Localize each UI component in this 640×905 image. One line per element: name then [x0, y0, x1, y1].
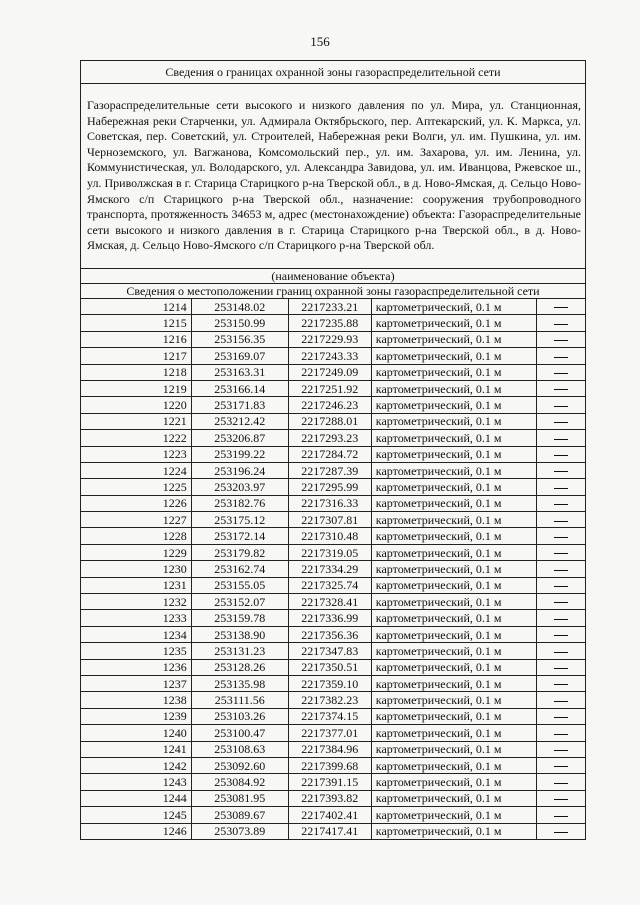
table-row	[81, 380, 586, 396]
method-cell: картометрический, 0.1 м	[371, 807, 536, 823]
table-row	[81, 725, 586, 741]
method-cell: картометрический, 0.1 м	[371, 413, 536, 429]
point-number-cell: 1236	[81, 659, 192, 675]
dash-mark	[554, 553, 568, 554]
x-coordinate-cell: 253171.83	[191, 397, 288, 413]
x-coordinate-cell: 253196.24	[191, 462, 288, 478]
object-description: Газораспределительные сети высокого и низкого давления по ул. Мира, ул. Станционная, Набережная реки Старченки, ул. Адмирала Октябрьского, пер. Аптекарский, ул. К. Маркса, ул. Советская, пер. Советский, ул. Строителей, Набережная реки Волги, ул. им. Пушкина, ул. им. Черноземского, ул. Вагжанова, Комсомольский пер., ул. им. Захарова, ул. им. Ленина, ул. Коммунистическая, ул. Володарского, ул. Александра Завидова, ул. им. Иванцова, Ржевское ш., ул. Приволжская в г. Старица Старицкого р-на Тверской обл., в д. Ново-Ямская, д. Сельцо Ново-Ямского с/п Старицкого р-на Тверской обл., назначение: сооружения трубопроводного транспорта, протяженность 34653 м, адрес (местонахождение) объекта: Газораспределительные сети высокого и низкого давления в г. Старица Старицкого р-на Тверской обл., в д. Ново-Ямская, д. Сельцо Ново-Ямского с/п Старицкого р-на Тверской обл.	[81, 84, 586, 269]
y-coordinate-cell: 2217399.68	[288, 757, 371, 773]
y-coordinate-cell: 2217319.05	[288, 544, 371, 560]
method-cell: картометрический, 0.1 м	[371, 528, 536, 544]
method-cell: картометрический, 0.1 м	[371, 692, 536, 708]
x-coordinate-cell: 253138.90	[191, 626, 288, 642]
method-cell: картометрический, 0.1 м	[371, 544, 536, 560]
method-cell: картометрический, 0.1 м	[371, 577, 536, 593]
x-coordinate-cell: 253100.47	[191, 725, 288, 741]
table-row	[81, 446, 586, 462]
table-row	[81, 528, 586, 544]
note-cell	[536, 692, 585, 708]
dash-mark	[554, 684, 568, 685]
x-coordinate-cell: 253111.56	[191, 692, 288, 708]
x-coordinate-cell: 253148.02	[191, 299, 288, 315]
point-number-cell: 1219	[81, 380, 192, 396]
y-coordinate-cell: 2217356.36	[288, 626, 371, 642]
table-row	[81, 397, 586, 413]
y-coordinate-cell: 2217325.74	[288, 577, 371, 593]
x-coordinate-cell: 253206.87	[191, 430, 288, 446]
x-coordinate-cell: 253175.12	[191, 512, 288, 528]
dash-mark	[554, 504, 568, 505]
note-cell	[536, 577, 585, 593]
y-coordinate-cell: 2217316.33	[288, 495, 371, 511]
point-number-cell: 1220	[81, 397, 192, 413]
note-cell	[536, 675, 585, 691]
x-coordinate-cell: 253203.97	[191, 479, 288, 495]
point-number-cell: 1246	[81, 823, 192, 839]
y-coordinate-cell: 2217246.23	[288, 397, 371, 413]
y-coordinate-cell: 2217334.29	[288, 561, 371, 577]
method-cell: картометрический, 0.1 м	[371, 610, 536, 626]
dash-mark	[554, 357, 568, 358]
point-number-cell: 1226	[81, 495, 192, 511]
page-number: 156	[310, 34, 330, 49]
x-coordinate-cell: 253162.74	[191, 561, 288, 577]
note-cell	[536, 512, 585, 528]
method-cell: картометрический, 0.1 м	[371, 331, 536, 347]
point-number-cell: 1228	[81, 528, 192, 544]
point-number-cell: 1229	[81, 544, 192, 560]
dash-mark	[554, 439, 568, 440]
table-row	[81, 561, 586, 577]
note-cell	[536, 380, 585, 396]
x-coordinate-cell: 253108.63	[191, 741, 288, 757]
point-number-cell: 1215	[81, 315, 192, 331]
method-cell: картометрический, 0.1 м	[371, 774, 536, 790]
note-cell	[536, 495, 585, 511]
note-cell	[536, 561, 585, 577]
point-number-cell: 1222	[81, 430, 192, 446]
point-number-cell: 1242	[81, 757, 192, 773]
dash-mark	[554, 783, 568, 784]
dash-mark	[554, 635, 568, 636]
method-cell: картометрический, 0.1 м	[371, 299, 536, 315]
note-cell	[536, 528, 585, 544]
y-coordinate-cell: 2217382.23	[288, 692, 371, 708]
method-cell: картометрический, 0.1 м	[371, 380, 536, 396]
x-coordinate-cell: 253131.23	[191, 643, 288, 659]
note-cell	[536, 348, 585, 364]
x-coordinate-cell: 253073.89	[191, 823, 288, 839]
y-coordinate-cell: 2217307.81	[288, 512, 371, 528]
table-row	[81, 315, 586, 331]
y-coordinate-cell: 2217328.41	[288, 594, 371, 610]
point-number-cell: 1239	[81, 708, 192, 724]
table-row	[81, 364, 586, 380]
method-cell: картометрический, 0.1 м	[371, 708, 536, 724]
dash-mark	[554, 766, 568, 767]
table-row	[81, 331, 586, 347]
x-coordinate-cell: 253128.26	[191, 659, 288, 675]
table-row	[81, 299, 586, 315]
point-number-cell: 1233	[81, 610, 192, 626]
x-coordinate-cell: 253092.60	[191, 757, 288, 773]
method-cell: картометрический, 0.1 м	[371, 430, 536, 446]
dash-mark	[554, 488, 568, 489]
point-number-cell: 1241	[81, 741, 192, 757]
y-coordinate-cell: 2217377.01	[288, 725, 371, 741]
point-number-cell: 1230	[81, 561, 192, 577]
y-coordinate-cell: 2217393.82	[288, 790, 371, 806]
note-cell	[536, 397, 585, 413]
point-number-cell: 1235	[81, 643, 192, 659]
method-cell: картометрический, 0.1 м	[371, 626, 536, 642]
x-coordinate-cell: 253081.95	[191, 790, 288, 806]
note-cell	[536, 659, 585, 675]
note-cell	[536, 315, 585, 331]
method-cell: картометрический, 0.1 м	[371, 594, 536, 610]
note-cell	[536, 790, 585, 806]
table-row	[81, 495, 586, 511]
y-coordinate-cell: 2217251.92	[288, 380, 371, 396]
table-row	[81, 659, 586, 675]
y-coordinate-cell: 2217293.23	[288, 430, 371, 446]
point-number-cell: 1240	[81, 725, 192, 741]
table-row	[81, 708, 586, 724]
method-cell: картометрический, 0.1 м	[371, 397, 536, 413]
table-row	[81, 479, 586, 495]
location-section-title: Сведения о местоположении границ охранной зоны газораспределительной сети	[81, 284, 586, 299]
point-number-cell: 1221	[81, 413, 192, 429]
method-cell: картометрический, 0.1 м	[371, 512, 536, 528]
x-coordinate-cell: 253179.82	[191, 544, 288, 560]
dash-mark	[554, 668, 568, 669]
method-cell: картометрический, 0.1 м	[371, 757, 536, 773]
point-number-cell: 1223	[81, 446, 192, 462]
note-cell	[536, 479, 585, 495]
y-coordinate-cell: 2217347.83	[288, 643, 371, 659]
dash-mark	[554, 471, 568, 472]
dash-mark	[554, 521, 568, 522]
point-number-cell: 1218	[81, 364, 192, 380]
dash-mark	[554, 799, 568, 800]
table-row	[81, 594, 586, 610]
method-cell: картометрический, 0.1 м	[371, 643, 536, 659]
method-cell: картометрический, 0.1 м	[371, 675, 536, 691]
note-cell	[536, 708, 585, 724]
x-coordinate-cell: 253163.31	[191, 364, 288, 380]
point-number-cell: 1231	[81, 577, 192, 593]
table-row	[81, 610, 586, 626]
dash-mark	[554, 422, 568, 423]
table-row	[81, 675, 586, 691]
y-coordinate-cell: 2217391.15	[288, 774, 371, 790]
table-row	[81, 462, 586, 478]
note-cell	[536, 462, 585, 478]
x-coordinate-cell: 253155.05	[191, 577, 288, 593]
x-coordinate-cell: 253084.92	[191, 774, 288, 790]
note-cell	[536, 544, 585, 560]
y-coordinate-cell: 2217384.96	[288, 741, 371, 757]
point-number-cell: 1244	[81, 790, 192, 806]
y-coordinate-cell: 2217374.15	[288, 708, 371, 724]
x-coordinate-cell: 253199.22	[191, 446, 288, 462]
y-coordinate-cell: 2217229.93	[288, 331, 371, 347]
x-coordinate-cell: 253103.26	[191, 708, 288, 724]
table-row	[81, 413, 586, 429]
dash-mark	[554, 602, 568, 603]
y-coordinate-cell: 2217249.09	[288, 364, 371, 380]
y-coordinate-cell: 2217310.48	[288, 528, 371, 544]
table-row	[81, 741, 586, 757]
x-coordinate-cell: 253172.14	[191, 528, 288, 544]
y-coordinate-cell: 2217359.10	[288, 675, 371, 691]
note-cell	[536, 364, 585, 380]
dash-mark	[554, 340, 568, 341]
note-cell	[536, 610, 585, 626]
y-coordinate-cell: 2217295.99	[288, 479, 371, 495]
dash-mark	[554, 373, 568, 374]
table-row	[81, 790, 586, 806]
y-coordinate-cell: 2217233.21	[288, 299, 371, 315]
y-coordinate-cell: 2217284.72	[288, 446, 371, 462]
method-cell: картометрический, 0.1 м	[371, 315, 536, 331]
x-coordinate-cell: 253212.42	[191, 413, 288, 429]
x-coordinate-cell: 253159.78	[191, 610, 288, 626]
table-row	[81, 348, 586, 364]
y-coordinate-cell: 2217235.88	[288, 315, 371, 331]
point-number-cell: 1216	[81, 331, 192, 347]
y-coordinate-cell: 2217243.33	[288, 348, 371, 364]
x-coordinate-cell: 253152.07	[191, 594, 288, 610]
dash-mark	[554, 652, 568, 653]
x-coordinate-cell: 253150.99	[191, 315, 288, 331]
table-row	[81, 430, 586, 446]
dash-mark	[554, 750, 568, 751]
note-cell	[536, 331, 585, 347]
point-number-cell: 1225	[81, 479, 192, 495]
y-coordinate-cell: 2217336.99	[288, 610, 371, 626]
method-cell: картометрический, 0.1 м	[371, 741, 536, 757]
note-cell	[536, 823, 585, 839]
object-name-caption: (наименование объекта)	[81, 269, 586, 284]
note-cell	[536, 725, 585, 741]
dash-mark	[554, 586, 568, 587]
point-number-cell: 1237	[81, 675, 192, 691]
dash-mark	[554, 389, 568, 390]
method-cell: картометрический, 0.1 м	[371, 561, 536, 577]
note-cell	[536, 741, 585, 757]
x-coordinate-cell: 253135.98	[191, 675, 288, 691]
y-coordinate-cell: 2217287.39	[288, 462, 371, 478]
note-cell	[536, 774, 585, 790]
x-coordinate-cell: 253089.67	[191, 807, 288, 823]
note-cell	[536, 594, 585, 610]
method-cell: картометрический, 0.1 м	[371, 462, 536, 478]
x-coordinate-cell: 253156.35	[191, 331, 288, 347]
table-row	[81, 774, 586, 790]
point-number-cell: 1243	[81, 774, 192, 790]
method-cell: картометрический, 0.1 м	[371, 495, 536, 511]
method-cell: картометрический, 0.1 м	[371, 725, 536, 741]
y-coordinate-cell: 2217350.51	[288, 659, 371, 675]
table-row	[81, 643, 586, 659]
point-number-cell: 1238	[81, 692, 192, 708]
x-coordinate-cell: 253169.07	[191, 348, 288, 364]
table-row	[81, 544, 586, 560]
dash-mark	[554, 537, 568, 538]
boundary-table	[80, 60, 586, 840]
point-number-cell: 1234	[81, 626, 192, 642]
table-row	[81, 577, 586, 593]
note-cell	[536, 430, 585, 446]
point-number-cell: 1232	[81, 594, 192, 610]
note-cell	[536, 643, 585, 659]
dash-mark	[554, 324, 568, 325]
x-coordinate-cell: 253182.76	[191, 495, 288, 511]
point-number-cell: 1214	[81, 299, 192, 315]
method-cell: картометрический, 0.1 м	[371, 479, 536, 495]
method-cell: картометрический, 0.1 м	[371, 348, 536, 364]
point-number-cell: 1227	[81, 512, 192, 528]
dash-mark	[554, 816, 568, 817]
note-cell	[536, 757, 585, 773]
dash-mark	[554, 832, 568, 833]
table-row	[81, 807, 586, 823]
dash-mark	[554, 717, 568, 718]
point-number-cell: 1217	[81, 348, 192, 364]
method-cell: картометрический, 0.1 м	[371, 659, 536, 675]
dash-mark	[554, 307, 568, 308]
y-coordinate-cell: 2217417.41	[288, 823, 371, 839]
note-cell	[536, 299, 585, 315]
note-cell	[536, 807, 585, 823]
method-cell: картометрический, 0.1 м	[371, 790, 536, 806]
table-row	[81, 626, 586, 642]
table-row	[81, 757, 586, 773]
table-row	[81, 512, 586, 528]
note-cell	[536, 626, 585, 642]
method-cell: картометрический, 0.1 м	[371, 446, 536, 462]
x-coordinate-cell: 253166.14	[191, 380, 288, 396]
method-cell: картометрический, 0.1 м	[371, 364, 536, 380]
point-number-cell: 1245	[81, 807, 192, 823]
point-number-cell: 1224	[81, 462, 192, 478]
dash-mark	[554, 570, 568, 571]
table-title: Сведения о границах охранной зоны газораспределительной сети	[81, 61, 586, 84]
y-coordinate-cell: 2217288.01	[288, 413, 371, 429]
table-row	[81, 692, 586, 708]
table-row	[81, 823, 586, 839]
note-cell	[536, 446, 585, 462]
dash-mark	[554, 734, 568, 735]
dash-mark	[554, 619, 568, 620]
y-coordinate-cell: 2217402.41	[288, 807, 371, 823]
dash-mark	[554, 455, 568, 456]
dash-mark	[554, 701, 568, 702]
method-cell: картометрический, 0.1 м	[371, 823, 536, 839]
dash-mark	[554, 406, 568, 407]
note-cell	[536, 413, 585, 429]
